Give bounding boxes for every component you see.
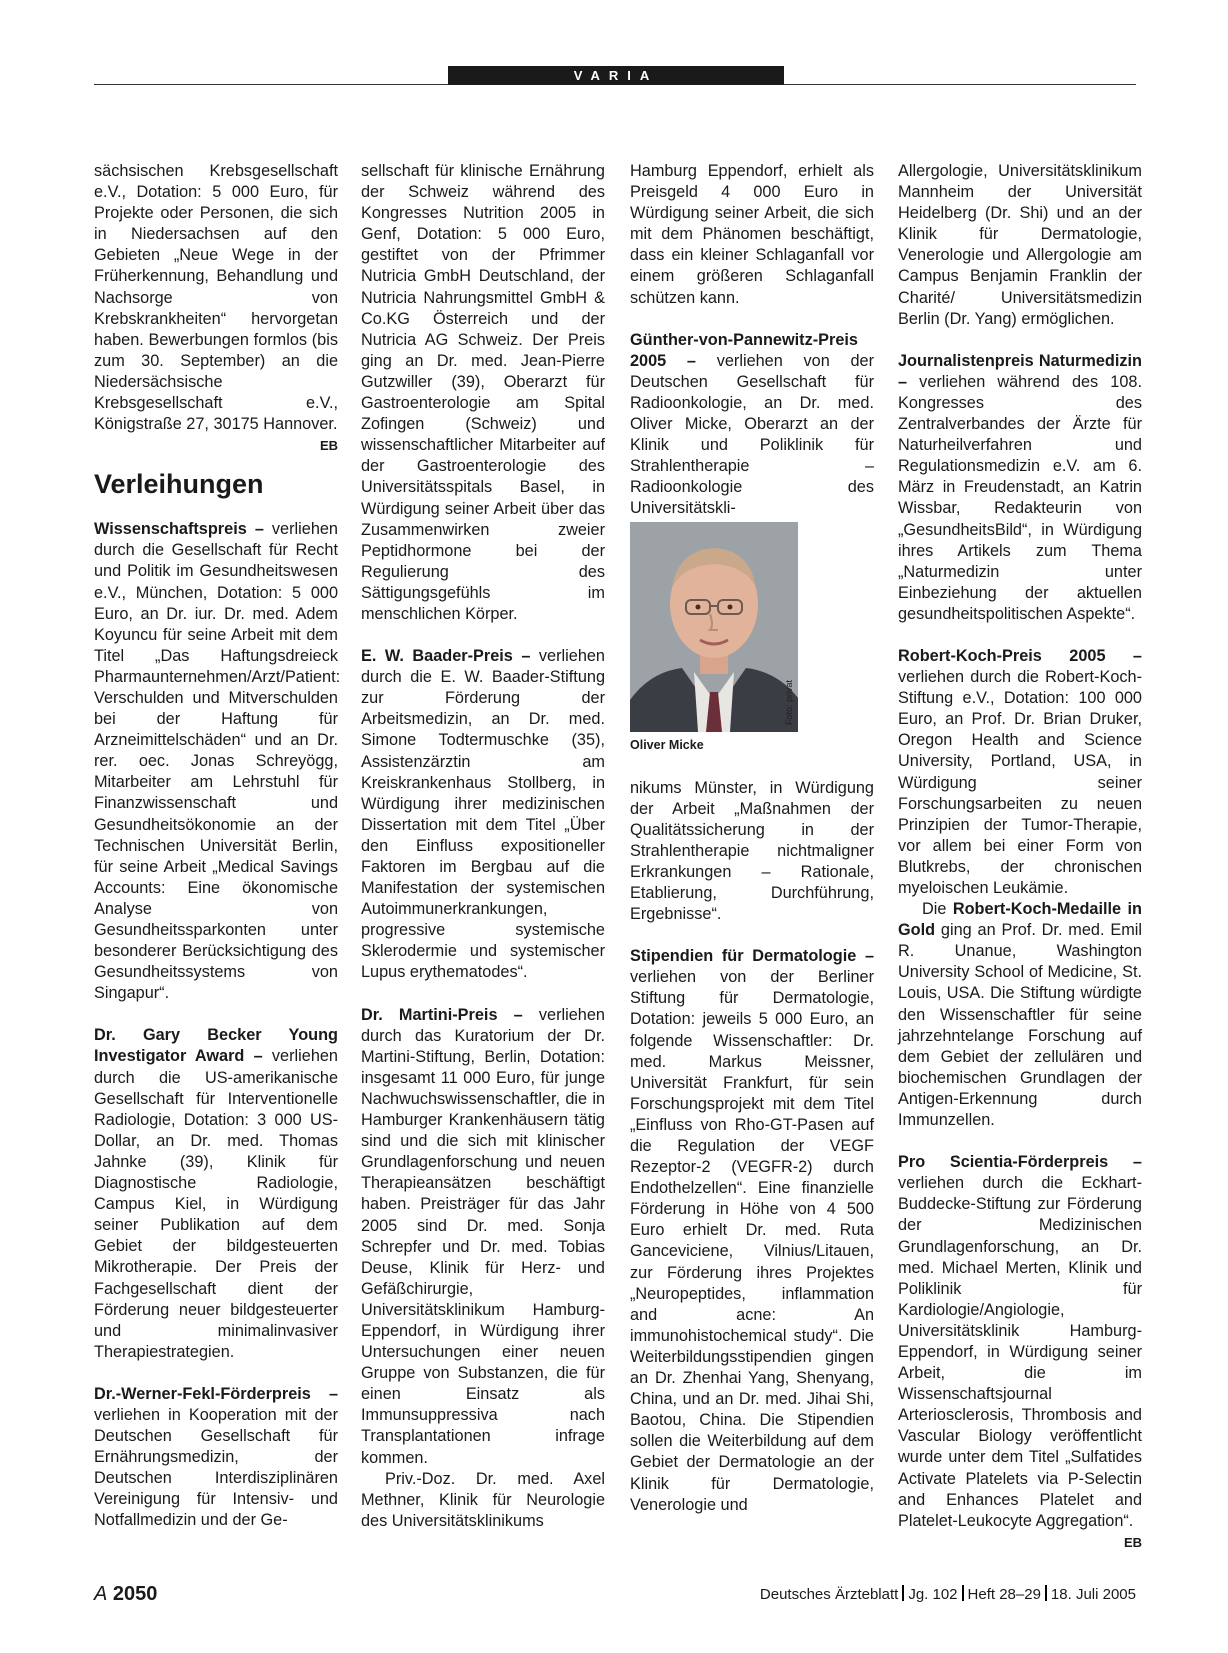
- paragraph: [898, 899, 1142, 1131]
- page-prefix: A: [94, 1583, 108, 1605]
- paragraph-text: nikums Münster, in Würdigung der Arbeit „Maßnahmen der Qualitätssicherung in der Strahlentherapie nichtmaligner Erkrankungen – Rationale, Etablierung, Durchführung, Ergebnisse“.: [630, 778, 874, 924]
- paragraph-text: verliehen während des 108. Kongresses des Zentralverbandes der Ärzte für Naturheilverfahren und Regulationsmedizin e.V. am 6. März in Freudenstadt, an Katrin Wissbar, Redakteurin von „GesundheitsBild“, in Würdigung ihres Artikels zum Thema „Naturmedizin unter Einbeziehung der aktuellen gesundheitspolitischen Aspekte“.: [898, 372, 1142, 623]
- paragraph-text: ging an Prof. Dr. med. Emil R. Unanue, Washington University School of Medicine, St. Louis, USA. Die Stiftung würdigte den Wissenschaftler für seine jahrzehntelange Forschung auf dem Gebiet der zellulären und biochemischen Grundlagen der Antigen-Erkennung durch Immunzellen.: [898, 921, 1142, 1130]
- paragraph: [94, 1384, 338, 1532]
- award-name: E. W. Baader-Preis –: [361, 647, 531, 666]
- paragraph: [630, 330, 874, 520]
- author-sign: EB: [319, 438, 338, 454]
- award-name: Robert-Koch-Medaille in Gold: [898, 900, 1142, 940]
- award-name: Pro Scientia-Förderpreis –: [898, 1153, 1142, 1172]
- paragraph: [361, 1005, 605, 1469]
- paragraph-text: verliehen in Kooperation mit der Deutschen Gesellschaft für Ernährungsmedizin, der Deutschen Interdisziplinären Vereinigung für Intensiv- und Notfallmedizin und der Ge-: [94, 1405, 338, 1530]
- paragraph-text: sächsischen Krebsgesellschaft e.V., Dotation: 5 000 Euro, für Projekte oder Personen, die sich in Niedersachsen auf den Gebieten „Neue Wege in der Früherkennung, Behandlung und Nachsorge von Krebskrankheiten“ hervorgetan haben. Bewerbungen formlos (bis zum 30. September) an die Niedersächsische Krebsgesellschaft e.V., Königstraße 27, 30175 Hannover.: [94, 162, 338, 434]
- paragraph-text: Allergologie, Universitätsklinikum Mannheim der Universität Heidelberg (Dr. Shi) und an der Klinik für Dermatologie, Venerologie und Allergologie am Campus Benjamin Franklin der Charité/ Universitätsmedizin Berlin (Dr. Yang) ermöglichen.: [898, 162, 1142, 328]
- paragraph-text: verliehen von der Berliner Stiftung für Dermatologie, Dotation: jeweils 5 000 Euro, an folgende Wissenschaftler: Dr. med. Markus Meissner, Universität Frankfurt, für sein Forschungsprojekt mit dem Titel „Einfluss von Rho-GT-Pasen auf die Regulation der VEGF Rezeptor-2 (VEGFR-2) durch Endothelzellen“. Eine finanzielle Förderung in Höhe von 4 500 Euro erhielt Dr. med. Ruta Ganceviciene, Vilnius/Litauen, zur Förderung ihres Projektes „Neuropeptides, inflammation and acne: An immunohistochemical study“. Die Weiterbildungsstipendien gingen an Dr. Zhenhai Yang, Shenyang, China, und an Dr. med. Jihai Shi, Baotou, China. Die Stipendien sollen die Weiterbildung auf dem Gebiet der Dermatologie an der Klinik für Dermatologie, Venerologie und: [630, 968, 874, 1514]
- journal-issue: Heft 28–29: [967, 1586, 1041, 1603]
- paragraph-text: verliehen durch die Eckhart-Buddecke-Stiftung zur Förderung der Medizinischen Grundlagenforschung, an Dr. med. Michael Merten, Klinik und Poliklinik für Kardiologie/Angiologie, Universitätsklinik Hamburg-Eppendorf, in Würdigung seiner Arbeit, die im Wissenschaftsjournal Arteriosclerosis, Thrombosis and Vascular Biology veröffentlicht wurde unter dem Titel „Sulfatides Activate Platelets via P-Selectin and Enhances Platelet and Platelet-Leukocyte Aggregation“.: [898, 1174, 1142, 1530]
- paragraph: [94, 519, 341, 1004]
- award-name: Dr.-Werner-Fekl-Förderpreis –: [94, 1384, 338, 1403]
- paragraph-text: verliehen durch die US-amerikanische Gesellschaft für Interventionelle Radiologie, Dotation: 3 000 US-Dollar, an Dr. med. Thomas Jahnke (39), Klinik für Diagnostische Radiologie, Campus Kiel, in Würdigung seiner Publikation auf dem Gebiet der bildgesteuerten Mikrotherapie. Der Preis der Fachgesellschaft dient der Förderung neuer bildgesteuerter und minimalinvasiver Therapiestrategien.: [94, 1047, 338, 1361]
- paragraph: [630, 161, 874, 309]
- paragraph: [898, 1152, 1142, 1550]
- paragraph-text: sellschaft für klinische Ernährung der Schweiz während des Kongresses Nutrition 2005 in Genf, Dotation: 5 000 Euro, gestiftet von der Pfrimmer Nutricia GmbH Deutschland, der Nutricia Nahrungsmittel GmbH & Co.KG Österreich und der Nutricia AG Schweiz. Der Preis ging an Dr. med. Jean-Pierre Gutzwiller (39), Oberarzt für Gastroenterologie am Spital Zofingen (Schweiz) und wissenschaftlicher Mitarbeiter auf der Gastroenterologie des Universitätsspitals Basel, in Würdigung seiner Arbeit über das Zusammenwirken zweier Peptidhormone bei der Regulierung des Sättigungsgefühls im menschlichen Körper.: [361, 162, 605, 623]
- paragraph-text: verliehen durch die Robert-Koch-Stiftung e.V., Dotation: 100 000 Euro, an Prof. Dr. Brian Druker, Oregon Health and Science University, Portland, USA, in Würdigung seiner Forschungsarbeiten zu neuen Prinzipien der Tumor-Therapie, vor allem bei einer Form von Blutkrebs, der chronischen myeloischen Leukämie.: [898, 668, 1142, 897]
- separator: [1045, 1585, 1047, 1601]
- journal-info: [760, 1585, 1136, 1605]
- page-number-value: 2050: [112, 1583, 158, 1605]
- paragraph-text: Die: [922, 900, 953, 919]
- paragraph: [361, 161, 605, 625]
- paragraph-text: verliehen durch die E. W. Baader-Stiftung zur Förderung der Arbeitsmedizin, an Dr. med. Simone Todtermuschke (35), Assistenzärztin am Kreiskrankenhaus Stollberg, in Würdigung ihrer medizinischen Dissertation mit dem Titel „Über den Einfluss expositioneller Faktoren im Bergbau auf die Manifestation der systemischen Autoimmunerkrankungen, progressive systemische Sklerodermie und systemischer Lupus erythematodes“.: [361, 647, 605, 982]
- paragraph-text: verliehen durch die Gesellschaft für Recht und Politik im Gesundheitswesen e.V., München, Dotation: 5 000 Euro, an Dr. iur. Dr. med. Adem Koyuncu für seine Arbeit mit dem Titel „Das Haftungsdreieck Pharmaunternehmen/Arzt/Patient: Verschulden und Mitverschulden bei der Haftung für Arzneimittelschäden“ und an Dr. rer. oec. Jonas Schreyögg, Mitarbeiter am Lehrstuhl für Finanzwissenschaft und Gesundheitsökonomie an der Technischen Universität Berlin, für seine Arbeit „Medical Savings Accounts: Eine ökonomische Analyse von Gesundheitssparkonten unter besonderer Berücksichtigung des Gesundheitssystems von Singapur“.: [94, 520, 341, 1003]
- portrait-figure: [630, 522, 798, 754]
- column-2: [361, 161, 605, 1532]
- photo-caption: Oliver Micke: [630, 737, 704, 752]
- award-name: Dr. Gary Becker Young Investigator Award –: [94, 1026, 338, 1066]
- award-name: Wissenschaftspreis –: [94, 520, 264, 539]
- award-name: Günther-von-Pannewitz-Preis 2005 –: [630, 330, 858, 370]
- journal-date: 18. Juli 2005: [1050, 1586, 1136, 1603]
- page-number: [94, 1582, 157, 1606]
- award-name: Journalistenpreis Naturmedizin –: [898, 351, 1142, 391]
- section-tag: VARIA: [448, 66, 784, 85]
- column-3: [630, 161, 874, 1516]
- photo-credit: Foto: privat: [784, 680, 794, 726]
- paragraph: [630, 778, 874, 926]
- paragraph-text: verliehen durch das Kuratorium der Dr. Martini-Stiftung, Berlin, Dotation: insgesamt 11 000 Euro, für junge Nachwuchswissenschaftler, die in Hamburger Krankenhäusern tätig sind und die sich mit klinischer Grundlagenforschung und neuen Therapieansätzen beschäftigt haben. Preisträger für das Jahr 2005 sind Dr. med. Sonja Schrepfer und Dr. med. Tobias Deuse, Klinik für Herz- und Gefäßchirurgie, Universitätsklinikum Hamburg-Eppendorf, in Würdigung ihrer Untersuchungen einer neuen Gruppe von Substanzen, die für einen Einsatz als Immunsuppressiva nach Transplantationen infrage kommen.: [361, 1005, 605, 1467]
- paragraph: [898, 646, 1142, 899]
- column-1: [94, 161, 341, 1532]
- paragraph: [361, 1469, 605, 1532]
- paragraph: [94, 1025, 338, 1363]
- award-name: Stipendien für Dermatologie –: [630, 947, 874, 966]
- award-name: Dr. Martini-Preis –: [361, 1005, 523, 1024]
- paragraph: [898, 351, 1142, 625]
- paragraph-text: Priv.-Doz. Dr. med. Axel Methner, Klinik für Neurologie des Universitätsklinikums: [361, 1469, 605, 1530]
- paragraph: [94, 161, 338, 454]
- award-name: Robert-Koch-Preis 2005 –: [898, 646, 1142, 665]
- section-heading: Verleihungen: [94, 469, 264, 500]
- paragraph: [898, 161, 1142, 330]
- paragraph-text: verliehen von der Deutschen Gesellschaft für Radioonkologie, an Dr. med. Oliver Micke, Oberarzt an der Klinik und Poliklinik für Strahlentherapie – Radioonkologie des Universitätskli-: [630, 351, 874, 518]
- author-sign: EB: [1123, 1534, 1142, 1550]
- separator: [902, 1585, 904, 1601]
- paragraph: [361, 646, 605, 984]
- portrait-illustration: [630, 522, 798, 732]
- column-4: [898, 161, 1142, 1553]
- journal-name: Deutsches Ärzteblatt: [759, 1586, 899, 1603]
- paragraph: [630, 946, 874, 1516]
- page-footer: [94, 1582, 1136, 1606]
- portrait-photo: [630, 522, 798, 732]
- paragraph-text: Hamburg Eppendorf, erhielt als Preisgeld 4 000 Euro in Würdigung seiner Arbeit, die sich mit dem Phänomen beschäftigt, dass ein kleiner Schlaganfall vor einem größeren Schlaganfall schützen kann.: [630, 162, 874, 307]
- separator: [962, 1585, 964, 1601]
- journal-volume: Jg. 102: [908, 1586, 958, 1603]
